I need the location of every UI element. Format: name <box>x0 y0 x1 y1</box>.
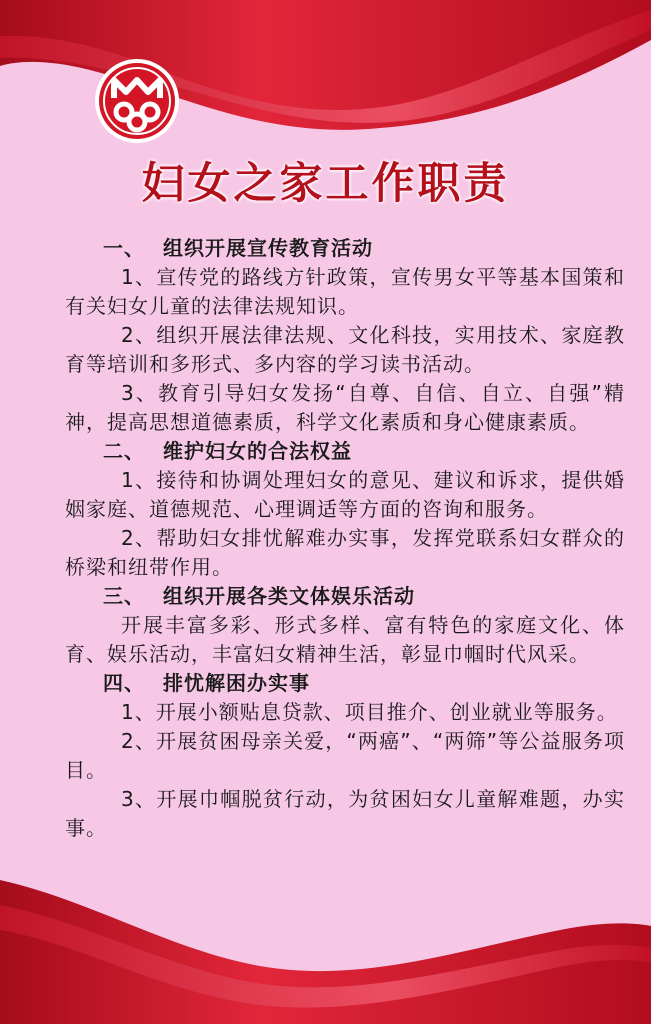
section-item: 2、帮助妇女排忧解难办实事，发挥党联系妇女群众的桥梁和纽带作用。 <box>65 526 625 579</box>
section-number: 四、 <box>103 671 145 695</box>
section-heading <box>65 669 625 698</box>
section-item: 1、开展小额贴息贷款、项目推介、创业就业等服务。 <box>121 700 618 724</box>
section-title: 维护妇女的合法权益 <box>163 439 352 463</box>
section-title: 组织开展宣传教育活动 <box>163 236 373 260</box>
section-heading <box>65 437 625 466</box>
womens-federation-logo <box>94 58 180 144</box>
section-item: 开展丰富多彩、形式多样、富有特色的家庭文化、体育、娱乐活动，丰富妇女精神生活，彰显巾帼时代风采。 <box>65 613 625 666</box>
section-title: 组织开展各类文体娱乐活动 <box>163 584 415 608</box>
section-item: 1、接待和协调处理妇女的意见、建议和诉求，提供婚姻家庭、道德规范、心理调适等方面的咨询和服务。 <box>65 468 625 521</box>
section-heading <box>65 234 625 263</box>
section-heading <box>65 582 625 611</box>
section-number: 三、 <box>103 584 145 608</box>
section-number: 二、 <box>103 439 145 463</box>
section-item: 2、开展贫困母亲关爱，“两癌”、“两筛”等公益服务项目。 <box>65 729 625 782</box>
section-2 <box>65 437 625 582</box>
section-item: 3、开展巾帼脱贫行动，为贫困妇女儿童解难题，办实事。 <box>65 787 625 840</box>
page-title: 妇女之家工作职责 <box>141 159 510 209</box>
content-body <box>65 234 625 843</box>
section-3 <box>65 582 625 669</box>
section-item: 3、教育引导妇女发扬“自尊、自信、自立、自强”精神，提高思想道德素质，科学文化素质和身心健康素质。 <box>65 381 625 434</box>
section-4 <box>65 669 625 843</box>
section-item: 1、宣传党的路线方针政策，宣传男女平等基本国策和有关妇女儿童的法律法规知识。 <box>65 265 625 318</box>
section-1 <box>65 234 625 437</box>
section-title: 排忧解困办实事 <box>163 671 310 695</box>
section-number: 一、 <box>103 236 145 260</box>
section-item: 2、组织开展法律法规、文化科技，实用技术、家庭教育等培训和多形式、多内容的学习读书活动。 <box>65 323 625 376</box>
